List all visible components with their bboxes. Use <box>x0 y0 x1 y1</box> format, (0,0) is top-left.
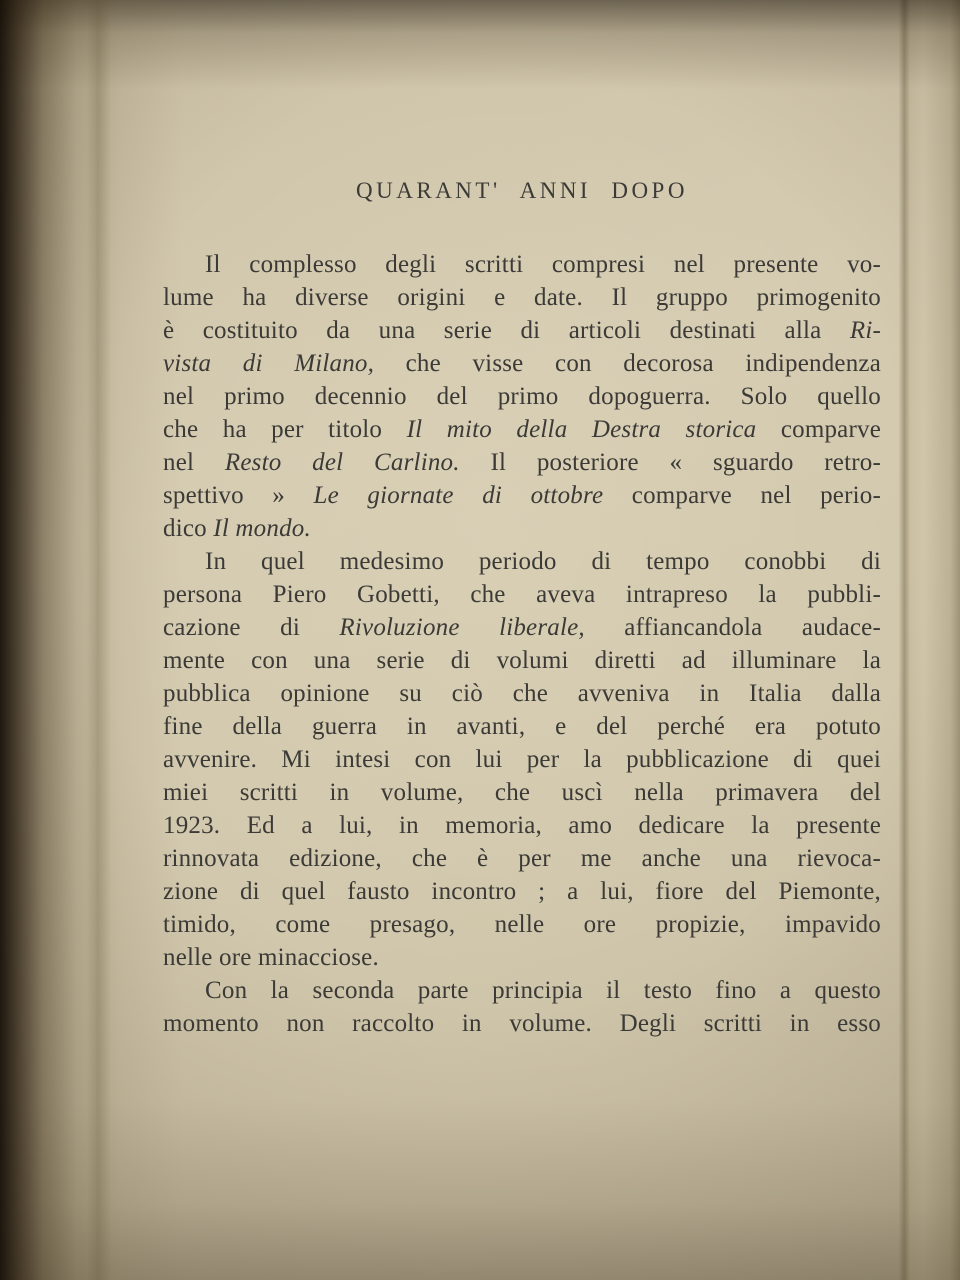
italic-text-segment: Le giornate di ottobre <box>313 482 604 509</box>
text-segment: cazione di <box>163 614 340 641</box>
text-segment: è costituito da una serie di articoli destinati alla <box>163 317 850 344</box>
text-line <box>163 611 881 644</box>
text-line <box>163 578 881 611</box>
text-line <box>163 281 881 314</box>
italic-text-segment: Rivoluzione liberale, <box>339 614 585 641</box>
text-segment: nelle ore minacciose. <box>163 944 379 971</box>
text-line <box>163 479 881 512</box>
text-segment: In quel medesimo periodo di tempo conobbi di <box>205 548 881 575</box>
text-segment: miei scritti in volume, che uscì nella primavera del <box>163 779 881 806</box>
italic-text-segment: Ri- <box>849 317 881 344</box>
italic-text-segment: vista di Milano, <box>163 350 375 377</box>
text-line <box>163 710 881 743</box>
italic-text-segment: Il mondo. <box>213 515 311 542</box>
text-segment: 1923. Ed a lui, in memoria, amo dedicare la presente <box>163 812 881 839</box>
text-segment: momento non raccolto in volume. Degli scritti in esso <box>163 1010 881 1037</box>
text-line <box>163 314 881 347</box>
text-segment: nel primo decennio del primo dopoguerra. Solo quello <box>163 383 881 410</box>
text-line <box>163 941 881 974</box>
text-line <box>163 512 881 545</box>
text-line <box>163 842 881 875</box>
text-segment: persona Piero Gobetti, che aveva intrapreso la pubbli- <box>163 581 881 608</box>
text-segment: comparve nel perio- <box>603 482 881 509</box>
text-line <box>163 743 881 776</box>
text-line <box>163 809 881 842</box>
italic-text-segment: Resto del Carlino. <box>224 449 460 476</box>
text-segment: spettivo » <box>163 482 314 509</box>
text-line <box>163 248 881 281</box>
text-segment: mente con una serie di volumi diretti ad illuminare la <box>163 647 881 674</box>
text-segment: Il complesso degli scritti compresi nel presente vo- <box>205 251 881 278</box>
text-segment: affiancandola audace- <box>584 614 882 641</box>
text-segment: Con la seconda parte principia il testo fino a questo <box>205 977 881 1004</box>
text-segment: pubblica opinione su ciò che avveniva in Italia dalla <box>163 680 881 707</box>
text-line <box>163 1007 881 1040</box>
text-segment: fine della guerra in avanti, e del perché era potuto <box>163 713 881 740</box>
text-segment: dico <box>163 515 214 542</box>
text-line <box>163 677 881 710</box>
italic-text-segment: Il mito della Destra storica <box>406 416 757 443</box>
page-content <box>163 178 881 1040</box>
text-line <box>163 776 881 809</box>
text-line <box>163 908 881 941</box>
text-line <box>163 347 881 380</box>
text-line <box>163 875 881 908</box>
text-line <box>163 380 881 413</box>
text-segment: avvenire. Mi intesi con lui per la pubblicazione di quei <box>163 746 881 773</box>
text-line <box>163 545 881 578</box>
text-segment: Il posteriore « sguardo retro- <box>459 449 882 476</box>
text-block <box>163 248 881 1040</box>
text-line <box>163 413 881 446</box>
text-segment: nel <box>163 449 225 476</box>
text-segment: lume ha diverse origini e date. Il gruppo primogenito <box>163 284 881 311</box>
text-segment: timido, come presago, nelle ore propizie, impavido <box>163 911 881 938</box>
text-segment: zione di quel fausto incontro ; a lui, fiore del Piemonte, <box>163 878 881 905</box>
text-segment: comparve <box>756 416 881 443</box>
text-line <box>163 446 881 479</box>
chapter-title: QUARANT' ANNI DOPO <box>356 178 688 203</box>
text-segment: che ha per titolo <box>163 416 407 443</box>
text-line <box>163 974 881 1007</box>
text-segment: rinnovata edizione, che è per me anche una rievoca- <box>163 845 881 872</box>
text-segment: che visse con decorosa indipendenza <box>374 350 881 377</box>
text-line <box>163 644 881 677</box>
